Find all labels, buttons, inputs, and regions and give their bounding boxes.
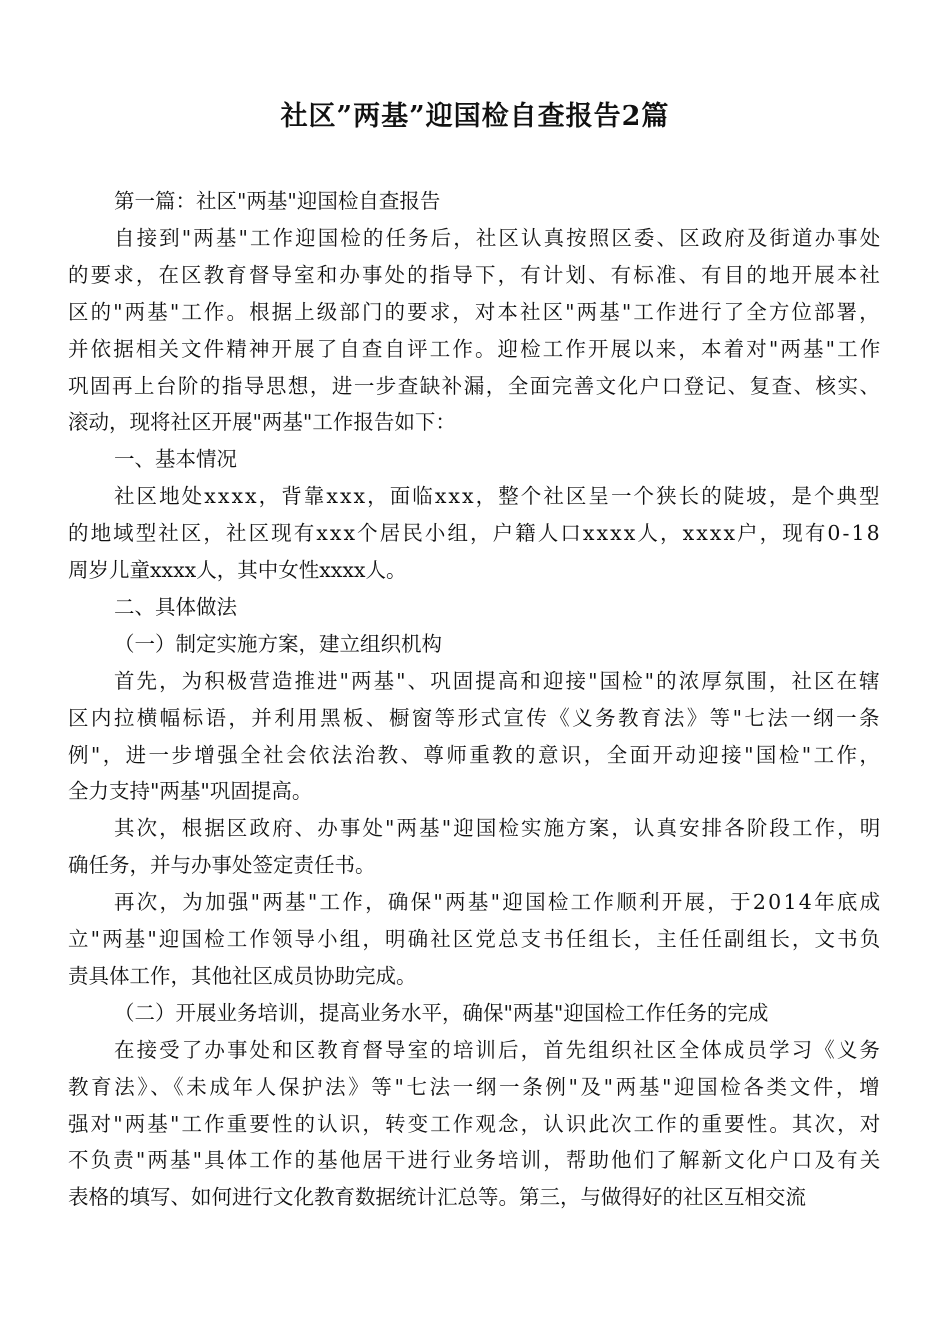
- text-line: 自接到"两基"工作迎国检的任务后，社区认真按照区委、区政府及街道办事处: [114, 225, 883, 250]
- text-line: 立"两基"迎国检工作领导小组，明确社区党总支书任组长，主任任副组长，文书负: [68, 927, 883, 951]
- text-line: 并依据相关文件精神开展了自查自评工作。迎检工作开展以来，本着对"两基"工作: [68, 336, 883, 361]
- text-line: 责具体工作，其他社区成员协助完成。: [68, 963, 417, 988]
- text-line: 强对"两基"工作重要性的认识，转变工作观念，认识此次工作的重要性。其次，对: [68, 1111, 883, 1136]
- text-line: 首先，为积极营造推进"两基"、巩固提高和迎接"国检"的浓厚氛围，社区在辖: [114, 668, 882, 693]
- document-title: 社区”两基”迎国检自查报告2篇: [280, 101, 670, 132]
- text-line: 确任务，并与办事处签定责任书。: [68, 853, 376, 878]
- text-line: 巩固再上台阶的指导思想，进一步查缺补漏，全面完善文化户口登记、复查、核实、: [68, 373, 882, 398]
- text-line: 二、具体做法: [114, 594, 237, 619]
- text-line: （二）开展业务培训，提高业务水平，确保"两基"迎国检工作任务的完成: [114, 1000, 769, 1025]
- text-line: 周岁儿童xxxx人，其中女性xxxx人。: [68, 558, 407, 582]
- text-line: 区的"两基"工作。根据上级部门的要求，对本社区"两基"工作进行了全方位部署，: [68, 299, 882, 324]
- text-line: 表格的填写、如何进行文化教育数据统计汇总等。第三，与做得好的社区互相交流: [68, 1185, 806, 1210]
- text-line: 的地域型社区，社区现有xxx个居民小组，户籍人口xxxx人，xxxx户，现有0-18: [68, 521, 882, 546]
- text-line: 教育法》、《未成年人保护法》等"七法一纲一条例"及"两基"迎国检各类文件，增: [68, 1074, 883, 1099]
- text-line: 其次，根据区政府、办事处"两基"迎国检实施方案，认真安排各阶段工作，明: [114, 816, 883, 841]
- text-line: 社区地处xxxx，背靠xxx，面临xxx，整个社区呈一个狭长的陡坡，是个典型: [114, 484, 882, 509]
- text-line: （一）制定实施方案，建立组织机构: [114, 631, 442, 656]
- text-line: 一、基本情况: [114, 447, 237, 472]
- text-line: 再次，为加强"两基"工作，确保"两基"迎国检工作顺利开展，于2014年底成: [114, 890, 883, 915]
- text-line: 在接受了办事处和区教育督导室的培训后，首先组织社区全体成员学习《义务: [114, 1037, 882, 1062]
- text-line: 滚动，现将社区开展"两基"工作报告如下：: [68, 410, 456, 435]
- text-line: 的要求，在区教育督导室和办事处的指导下，有计划、有标准、有目的地开展本社: [68, 262, 882, 287]
- text-line: 区内拉横幅标语，并利用黑板、橱窗等形式宣传《义务教育法》等"七法一纲一条: [68, 705, 882, 730]
- text-line: 不负责"两基"具体工作的基他居干进行业务培训，帮助他们了解新文化户口及有关: [68, 1148, 883, 1173]
- text-line: 全力支持"两基"巩固提高。: [68, 779, 313, 804]
- text-line: 第一篇：社区"两基"迎国检自查报告: [114, 189, 441, 213]
- text-line: 例"，进一步增强全社会依法治教、尊师重教的意识，全面开动迎接"国检"工作，: [68, 742, 883, 767]
